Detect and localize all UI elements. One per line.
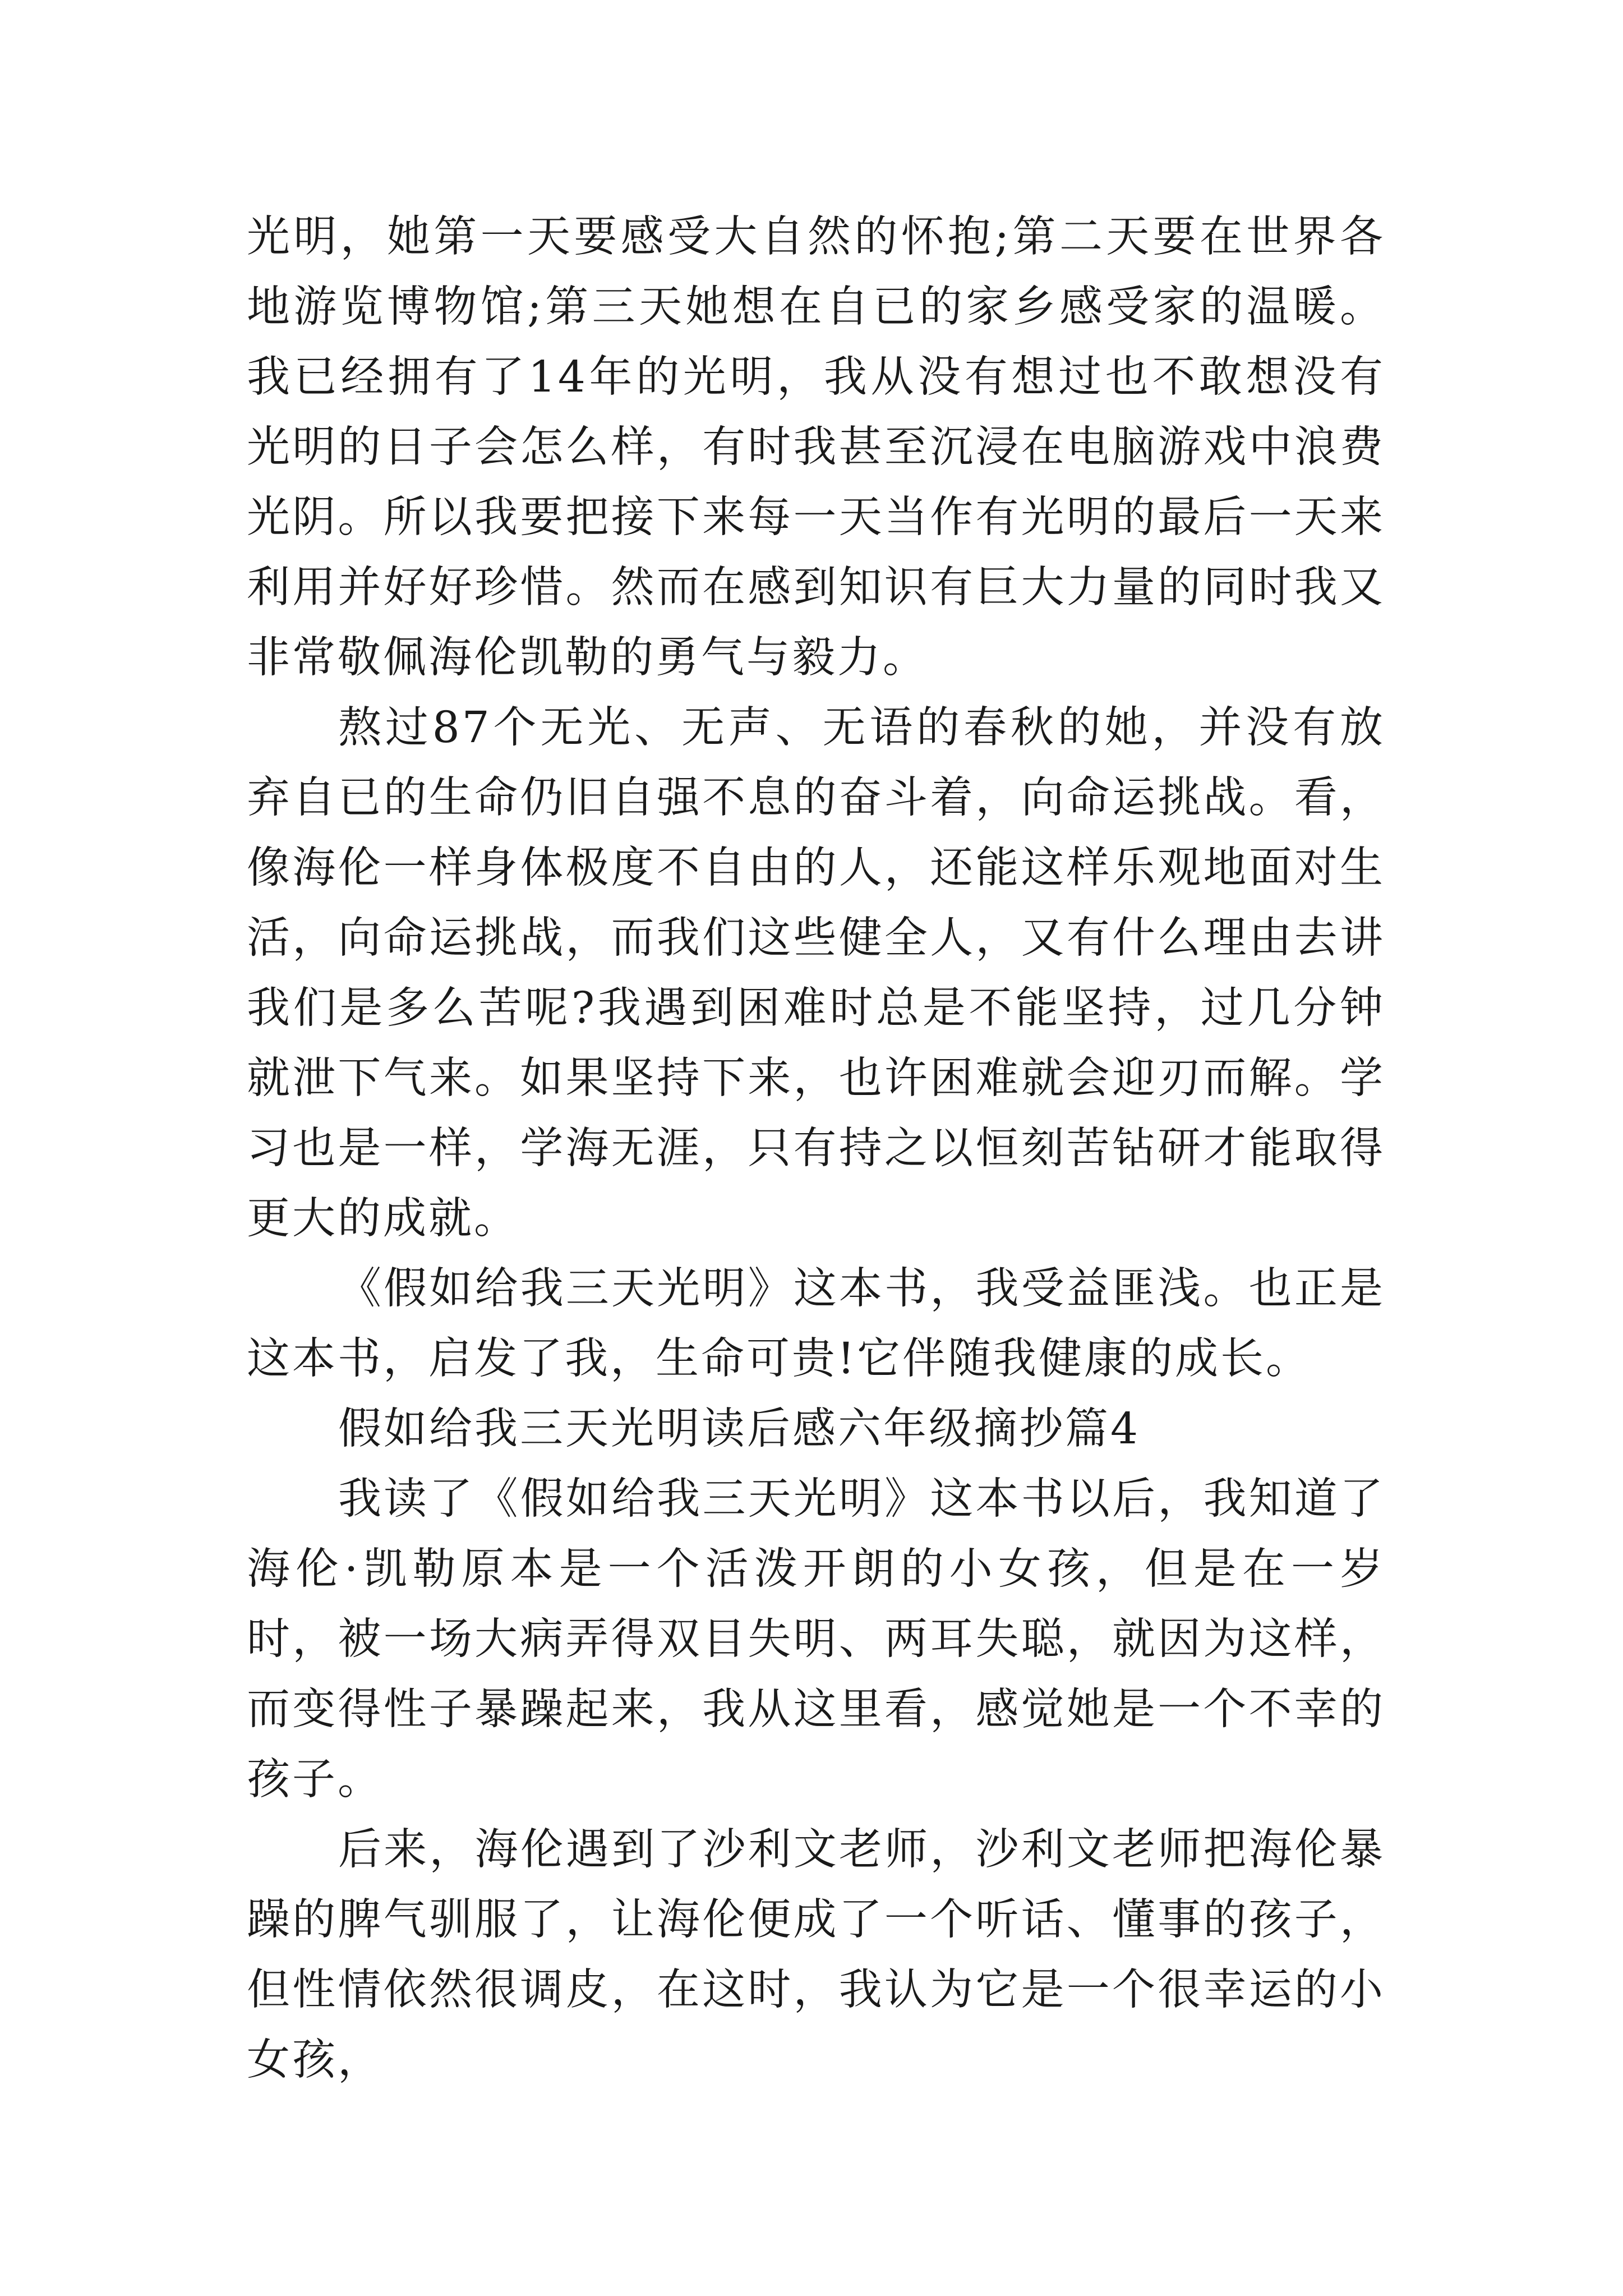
paragraph-2: 熬过87个无光、无声、无语的春秋的她，并没有放弃自已的生命仍旧自强不息的奋斗着，向命运挑战。看，像海伦一样身体极度不自由的人，还能这样乐观地面对生活，向命运挑战，而我们这些健全人，又有什么理由去讲我们是多么苦呢?我遇到困难时总是不能坚持，过几分钟就泄下气来。如果坚持下来，也许困难就会迎刃而解。学习也是一样，学海无涯，只有持之以恒刻苦钻研才能取得更大的成就。	[247, 703, 1385, 1244]
paragraph-3: 《假如给我三天光明》这本书，我受益匪浅。也正是这本书，启发了我，生命可贵!它伴随我健康的成长。	[247, 1264, 1385, 1384]
document-body	[247, 202, 1385, 2095]
paragraph-5: 后来，海伦遇到了沙利文老师，沙利文老师把海伦暴躁的脾气驯服了，让海伦便成了一个听话、懂事的孩子，但性情依然很调皮，在这时，我认为它是一个很幸运的小女孩，	[247, 1825, 1385, 2085]
paragraph-4: 我读了《假如给我三天光明》这本书以后，我知道了海伦·凯勒原本是一个活泼开朗的小女孩，但是在一岁时，被一场大病弄得双目失明、两耳失聪，就因为这样，而变得性子暴躁起来，我从这里看，感觉她是一个不幸的孩子。	[247, 1474, 1385, 1805]
paragraph-1: 光明，她第一天要感受大自然的怀抱;第二天要在世界各地游览博物馆;第三天她想在自已的家乡感受家的温暖。我已经拥有了14年的光明，我从没有想过也不敢想没有光明的日子会怎么样，有时我甚至沉浸在电脑游戏中浪费光阴。所以我要把接下来每一天当作有光明的最后一天来利用并好好珍惜。然而在感到知识有巨大力量的同时我又非常敬佩海伦凯勒的勇气与毅力。	[247, 212, 1385, 683]
section-heading: 假如给我三天光明读后感六年级摘抄篇4	[338, 1404, 1140, 1454]
